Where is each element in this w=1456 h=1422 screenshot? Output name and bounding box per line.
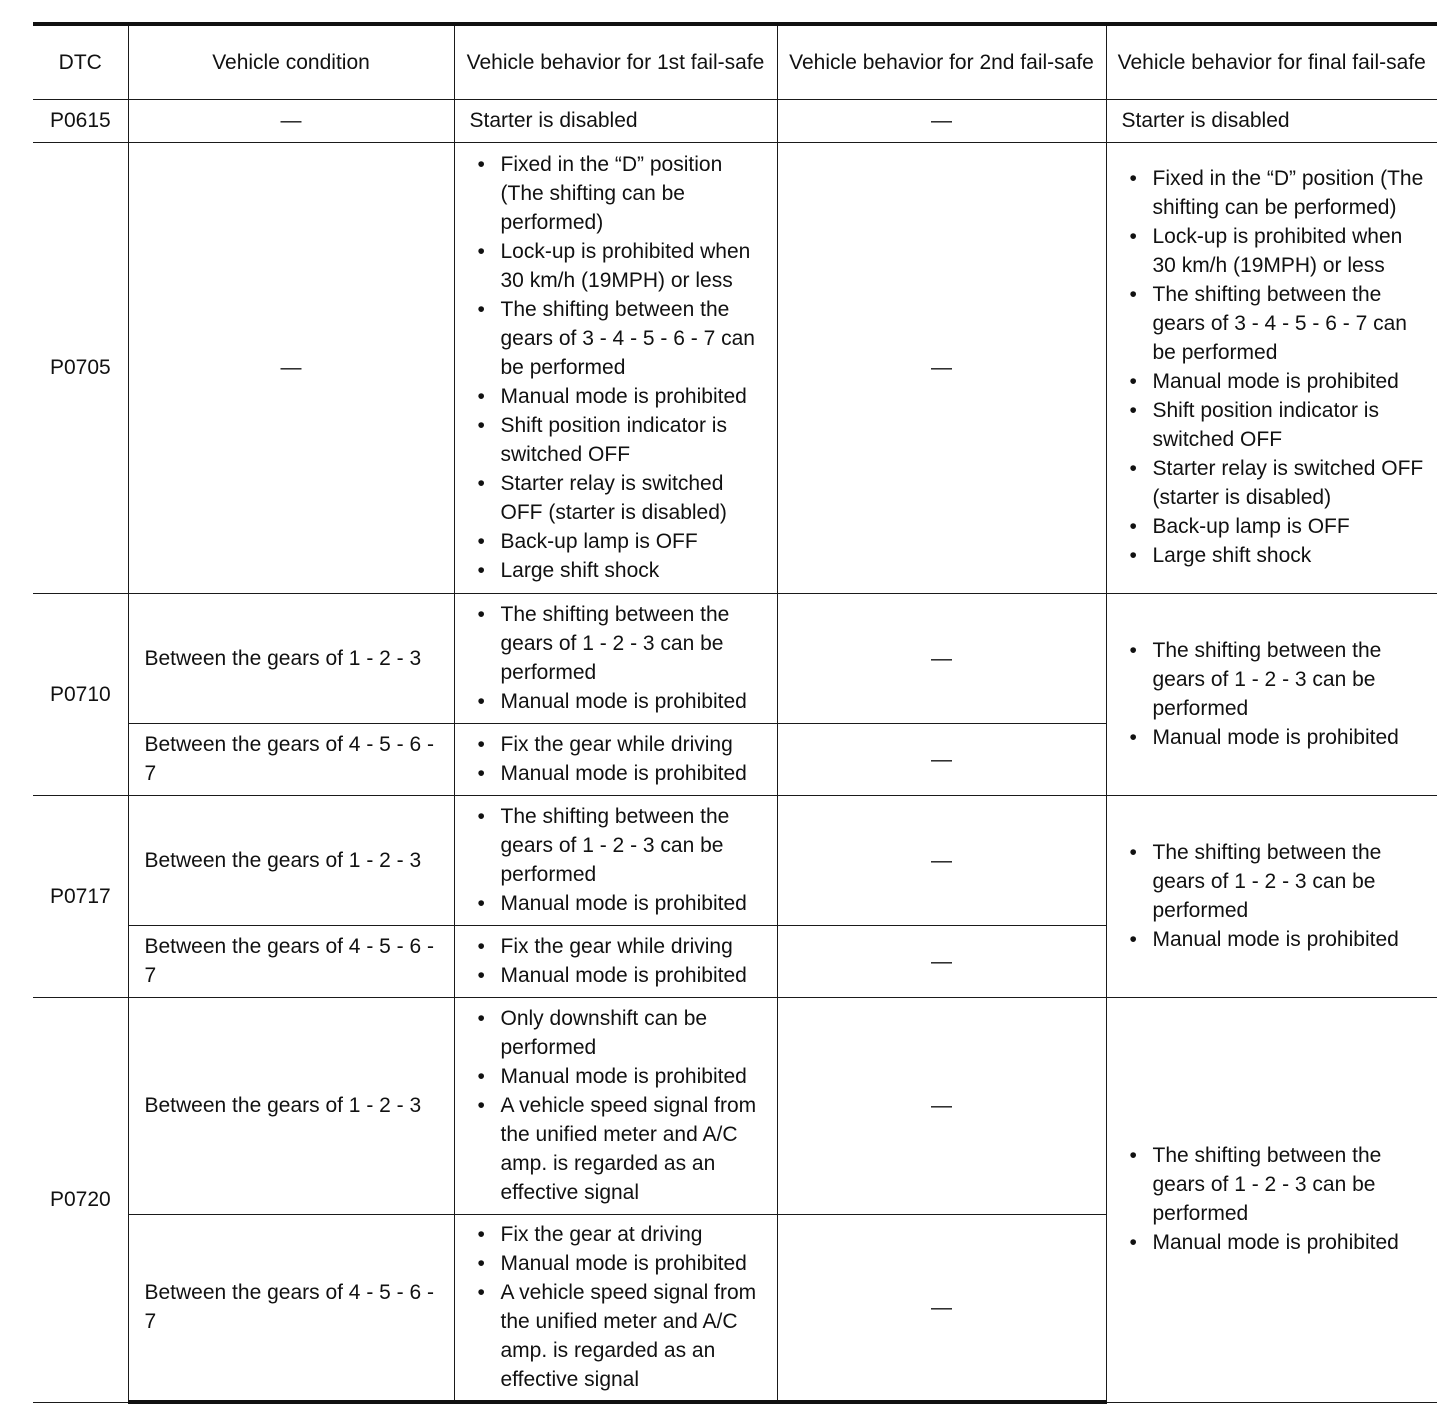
first-fail-safe-behavior <box>454 142 777 593</box>
behavior-item: • Large shift shock <box>501 556 769 585</box>
behavior-item: • Large shift shock <box>1153 541 1430 570</box>
vehicle-condition: Between the gears of 4 - 5 - 6 - 7 <box>128 1214 454 1402</box>
behavior-item: • Fix the gear while driving <box>501 932 769 961</box>
behavior-item: • Manual mode is prohibited <box>501 687 769 716</box>
behavior-item: • Lock-up is prohibited when 30 km/h (19MPH) or less <box>501 237 769 295</box>
vehicle-condition: — <box>128 142 454 593</box>
behavior-item: • A vehicle speed signal from the unified meter and A/C amp. is regarded as an effective signal <box>501 1091 769 1207</box>
second-fail-safe-behavior: — <box>777 925 1106 997</box>
second-fail-safe-behavior: — <box>777 142 1106 593</box>
vehicle-condition: Between the gears of 1 - 2 - 3 <box>128 997 454 1214</box>
behavior-list <box>1115 160 1430 575</box>
header-vehicle-condition: Vehicle condition <box>128 24 454 99</box>
behavior-item: • Manual mode is prohibited <box>501 759 769 788</box>
second-fail-safe-behavior: — <box>777 795 1106 925</box>
behavior-item: • The shifting between the gears of 1 - 2 - 3 can be performed <box>501 802 769 889</box>
behavior-item: • Manual mode is prohibited <box>501 1062 769 1091</box>
header-final-fail-safe: Vehicle behavior for final fail-safe <box>1106 24 1437 99</box>
header-first-fail-safe: Vehicle behavior for 1st fail-safe <box>454 24 777 99</box>
behavior-item: • Manual mode is prohibited <box>501 382 769 411</box>
second-fail-safe-behavior: — <box>777 593 1106 723</box>
behavior-item: • Manual mode is prohibited <box>501 961 769 990</box>
first-fail-safe-behavior <box>454 997 777 1214</box>
first-fail-safe-behavior <box>454 723 777 795</box>
final-fail-safe-behavior <box>1106 997 1437 1402</box>
header-second-fail-safe: Vehicle behavior for 2nd fail-safe <box>777 24 1106 99</box>
final-fail-safe-behavior <box>1106 142 1437 593</box>
row-p0710-a <box>33 593 1437 723</box>
final-fail-safe-behavior <box>1106 795 1437 997</box>
vehicle-condition: — <box>128 99 454 142</box>
behavior-item: • Fixed in the “D” position (The shifting can be performed) <box>501 150 769 237</box>
dtc-code: P0717 <box>33 795 128 997</box>
final-fail-safe-behavior <box>1106 593 1437 795</box>
first-fail-safe-behavior <box>454 1214 777 1402</box>
behavior-item: • Starter relay is switched OFF (starter is disabled) <box>1153 454 1430 512</box>
behavior-item: • The shifting between the gears of 3 - 4 - 5 - 6 - 7 can be performed <box>1153 280 1430 367</box>
behavior-item: • Starter relay is switched OFF (starter is disabled) <box>501 469 769 527</box>
behavior-item: • Manual mode is prohibited <box>1153 723 1430 752</box>
dtc-code: P0615 <box>33 99 128 142</box>
behavior-list <box>463 596 769 721</box>
dtc-code: P0720 <box>33 997 128 1402</box>
behavior-list <box>463 146 769 590</box>
behavior-item: • Lock-up is prohibited when 30 km/h (19MPH) or less <box>1153 222 1430 280</box>
behavior-item: • Fix the gear at driving <box>501 1220 769 1249</box>
behavior-item: • Shift position indicator is switched OFF <box>1153 396 1430 454</box>
fail-safe-table <box>33 22 1437 1404</box>
behavior-list <box>463 1216 769 1399</box>
behavior-item: • The shifting between the gears of 1 - 2 - 3 can be performed <box>1153 1141 1430 1228</box>
row-p0705 <box>33 142 1437 593</box>
vehicle-condition: Between the gears of 1 - 2 - 3 <box>128 795 454 925</box>
behavior-list <box>1115 632 1430 757</box>
second-fail-safe-behavior: — <box>777 997 1106 1214</box>
second-fail-safe-behavior: — <box>777 1214 1106 1402</box>
first-fail-safe-behavior: Starter is disabled <box>454 99 777 142</box>
behavior-item: • The shifting between the gears of 3 - 4 - 5 - 6 - 7 can be performed <box>501 295 769 382</box>
final-fail-safe-behavior: Starter is disabled <box>1106 99 1437 142</box>
behavior-item: • Fix the gear while driving <box>501 730 769 759</box>
vehicle-condition: Between the gears of 4 - 5 - 6 - 7 <box>128 723 454 795</box>
row-p0717-a <box>33 795 1437 925</box>
dtc-code: P0705 <box>33 142 128 593</box>
second-fail-safe-behavior: — <box>777 99 1106 142</box>
behavior-list <box>463 798 769 923</box>
behavior-list <box>463 1000 769 1212</box>
behavior-list <box>1115 1137 1430 1262</box>
behavior-item: • Only downshift can be performed <box>501 1004 769 1062</box>
first-fail-safe-behavior <box>454 593 777 723</box>
behavior-item: • A vehicle speed signal from the unified meter and A/C amp. is regarded as an effective signal <box>501 1278 769 1394</box>
vehicle-condition: Between the gears of 4 - 5 - 6 - 7 <box>128 925 454 997</box>
first-fail-safe-behavior <box>454 795 777 925</box>
dtc-code: P0710 <box>33 593 128 795</box>
behavior-item: • Back-up lamp is OFF <box>501 527 769 556</box>
first-fail-safe-behavior <box>454 925 777 997</box>
behavior-item: • Manual mode is prohibited <box>501 1249 769 1278</box>
behavior-list <box>463 726 769 793</box>
behavior-item: • The shifting between the gears of 1 - 2 - 3 can be performed <box>501 600 769 687</box>
behavior-list <box>463 928 769 995</box>
header-row <box>33 24 1437 99</box>
row-p0720-a <box>33 997 1437 1214</box>
behavior-item: • The shifting between the gears of 1 - 2 - 3 can be performed <box>1153 636 1430 723</box>
behavior-item: • Fixed in the “D” position (The shifting can be performed) <box>1153 164 1430 222</box>
vehicle-condition: Between the gears of 1 - 2 - 3 <box>128 593 454 723</box>
behavior-item: • Manual mode is prohibited <box>1153 925 1430 954</box>
behavior-item: • Back-up lamp is OFF <box>1153 512 1430 541</box>
behavior-list <box>1115 834 1430 959</box>
behavior-item: • Manual mode is prohibited <box>1153 367 1430 396</box>
behavior-item: • The shifting between the gears of 1 - 2 - 3 can be performed <box>1153 838 1430 925</box>
behavior-item: • Shift position indicator is switched OFF <box>501 411 769 469</box>
behavior-item: • Manual mode is prohibited <box>501 889 769 918</box>
row-p0615 <box>33 99 1437 142</box>
second-fail-safe-behavior: — <box>777 723 1106 795</box>
behavior-item: • Manual mode is prohibited <box>1153 1228 1430 1257</box>
header-dtc: DTC <box>33 24 128 99</box>
